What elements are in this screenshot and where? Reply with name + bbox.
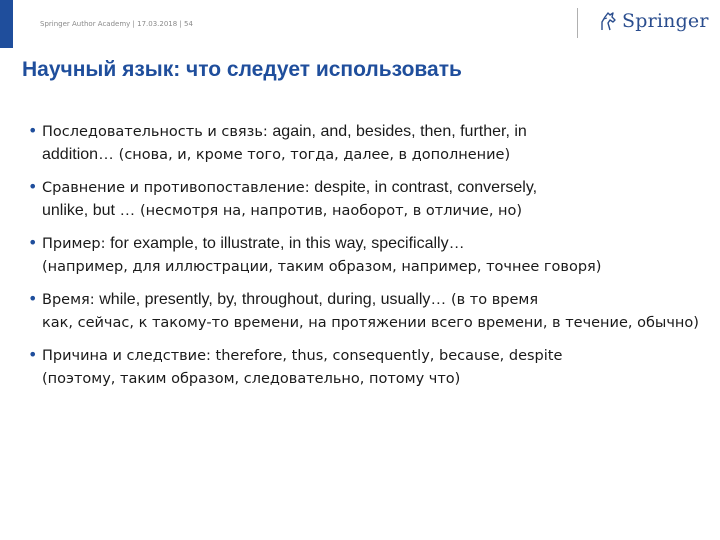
- springer-logo: [598, 10, 709, 32]
- item-examples: again, and, besides, then, further, in: [272, 123, 527, 140]
- bullet-icon: •: [28, 289, 38, 308]
- item-translation: (например, для иллюстрации, таким образом, например, точнее говоря): [42, 259, 602, 275]
- bullet-icon: •: [28, 121, 38, 140]
- list-item: • Последовательность и связь: again, and, besides, then, further, in addition… (снова, и, кроме того, тогда, далее, в дополнение): [28, 121, 527, 163]
- item-term: Причина и следствие: [42, 348, 207, 364]
- item-translation: (несмотря на, напротив, наоборот, в отличие, но): [135, 203, 523, 219]
- item-translation: как, сейчас, к такому-то времени, на протяжении всего времени, в течение, обычно): [42, 315, 699, 331]
- item-examples: despite, in contrast, conversely,: [314, 179, 538, 196]
- item-term: Сравнение и противопоставление: [42, 180, 305, 196]
- springer-horse-icon: [598, 10, 618, 32]
- item-translation-start: (в то время: [446, 292, 539, 308]
- item-translation: (поэтому, таким образом, следовательно, потому что): [42, 371, 461, 387]
- bullet-icon: •: [28, 177, 38, 196]
- item-examples: therefore, thus, consequently, because, despite: [215, 348, 563, 364]
- list-item: [28, 232, 700, 278]
- item-translation: (снова, и, кроме того, тогда, далее, в дополнение): [114, 147, 511, 163]
- item-term: Последовательность и связь: [42, 124, 263, 140]
- item-examples: for example, to illustrate, in this way, specifically…: [110, 235, 465, 252]
- bullet-list: [28, 120, 700, 400]
- left-accent-bar: [0, 0, 13, 48]
- list-item: • Сравнение и противопоставление: despite, in contrast, conversely, unlike, but … (несмотря на, напротив, наоборот, в отличие, но): [28, 177, 538, 219]
- item-term: Пример:: [42, 236, 106, 252]
- item-term: Время:: [42, 292, 95, 308]
- logo-text: Springer: [622, 10, 709, 32]
- header-meta: Springer Author Academy | 17.03.2018 | 54: [40, 20, 193, 28]
- list-item: • Причина и следствие: therefore, thus, consequently, because, despite (поэтому, таким образом, следовательно, потому что): [28, 345, 563, 387]
- item-examples-cont: addition…: [42, 146, 115, 163]
- bullet-icon: •: [28, 345, 38, 364]
- header-divider: [577, 8, 578, 38]
- item-examples: while, presently, by, throughout, during, usually…: [99, 291, 447, 308]
- item-examples-cont: unlike, but …: [42, 202, 136, 219]
- bullet-icon: •: [28, 233, 38, 252]
- list-item: [28, 288, 700, 334]
- page-title: Научный язык: что следует использовать: [22, 58, 462, 81]
